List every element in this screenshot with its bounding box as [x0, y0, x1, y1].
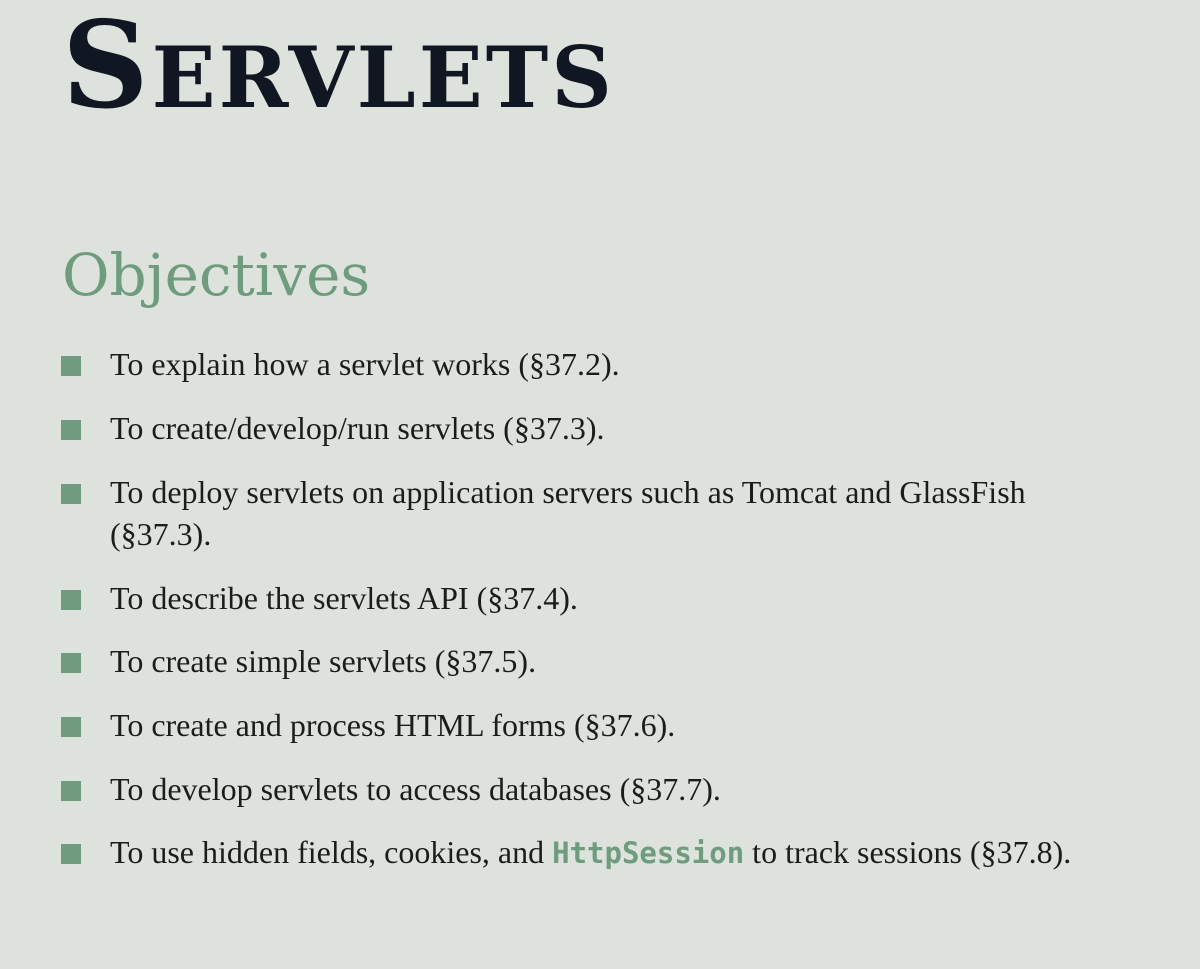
- objective-text: To create and process HTML forms (§37.6).: [110, 707, 676, 743]
- square-bullet-icon: [61, 420, 81, 440]
- square-bullet-icon: [61, 717, 81, 737]
- objective-item: [110, 471, 1110, 555]
- objective-text: To create simple servlets (§37.5).: [110, 643, 537, 679]
- objective-text: To describe the servlets API (§37.4).: [110, 580, 578, 616]
- objective-item: [110, 704, 1110, 746]
- square-bullet-icon: [61, 590, 81, 610]
- objective-text: To explain how a servlet works (§37.2).: [110, 346, 620, 382]
- objectives-heading: Objectives: [62, 241, 371, 309]
- square-bullet-icon: [61, 781, 81, 801]
- objective-item: [110, 768, 1110, 810]
- objective-item: [110, 577, 1110, 619]
- square-bullet-icon: [61, 653, 81, 673]
- square-bullet-icon: [61, 356, 81, 376]
- square-bullet-icon: [61, 844, 81, 864]
- objective-item: [110, 407, 1110, 449]
- objective-item: [110, 831, 1110, 874]
- code-httpsession: HttpSession: [552, 836, 745, 870]
- objective-text: To develop servlets to access databases (§37.7).: [110, 771, 721, 807]
- objective-text: To deploy servlets on application servers such as Tomcat and GlassFish (§37.3).: [110, 474, 1026, 552]
- square-bullet-icon: [61, 484, 81, 504]
- page-title: Servlets: [62, 0, 615, 136]
- objective-item: [110, 640, 1110, 682]
- objective-item: [110, 343, 1110, 385]
- objective-text-start: To use hidden fields, cookies, and: [110, 834, 553, 870]
- objective-text: To create/develop/run servlets (§37.3).: [110, 410, 605, 446]
- objective-text-end: to track sessions (§37.8).: [744, 834, 1072, 870]
